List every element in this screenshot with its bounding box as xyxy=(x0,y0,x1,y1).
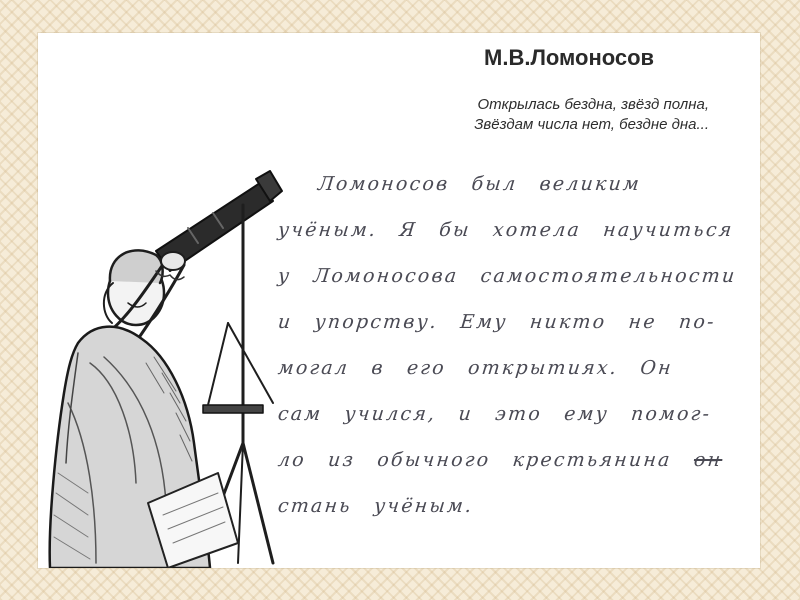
essay-line-5: могал в его открытиях. Он xyxy=(276,357,674,379)
essay-line-4: и упорству. Ему никто не по- xyxy=(276,311,717,333)
author-title: М.В.Ломоносов xyxy=(484,45,655,70)
essay-line-8: стань учёным. xyxy=(276,495,475,517)
essay-struck-word: он xyxy=(692,449,724,471)
handwritten-essay xyxy=(278,161,748,529)
quote-line-1: Открылась бездна, звёзд полна, xyxy=(477,96,709,113)
quote-line-2: Звёздам числа нет, бездне дна... xyxy=(474,116,709,133)
essay-line-2: учёным. Я бы хотела научиться xyxy=(276,219,735,241)
telescope-illustration xyxy=(38,143,288,568)
slide-card xyxy=(38,33,760,568)
essay-line-3: у Ломоносова самостоятельности xyxy=(276,265,738,287)
essay-line-7 xyxy=(276,437,751,483)
poem-quote xyxy=(419,95,709,135)
essay-line-6: сам учился, и это ему помог- xyxy=(276,403,713,425)
essay-line-1: Ломоносов был великим xyxy=(316,173,643,195)
man-looking-through-telescope-icon xyxy=(50,171,282,568)
essay-line-7-text: ло из обычного крестьянина xyxy=(276,449,673,471)
